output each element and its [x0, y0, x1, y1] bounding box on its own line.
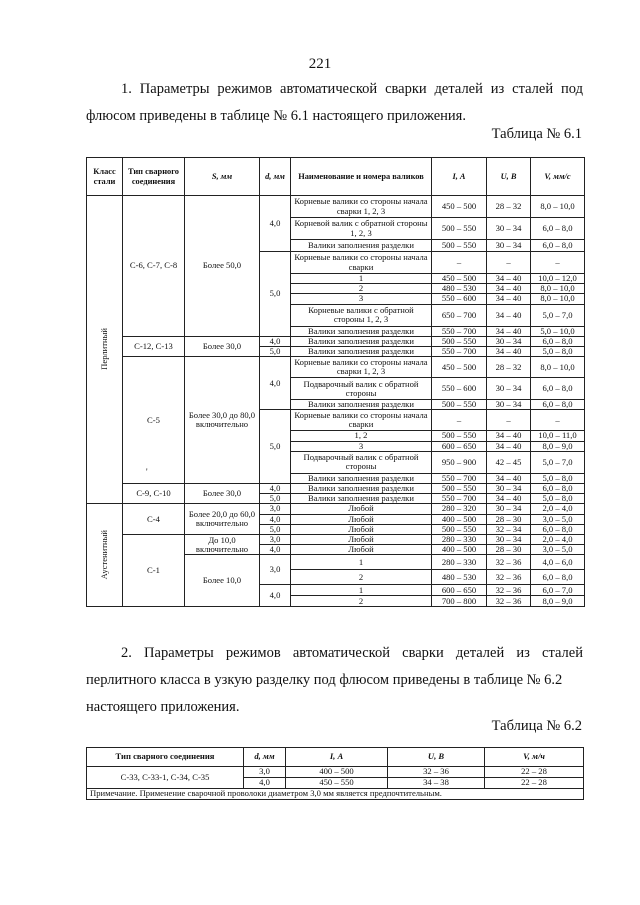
- d-cell: 4,0: [260, 585, 291, 607]
- name-cell: Корневые валики со стороны начала сварки: [291, 410, 432, 431]
- table-note: Примечание. Применение сварочной проволоки диаметром 3,0 мм является предпочтительным.: [87, 789, 584, 800]
- header-d: d, мм: [260, 158, 291, 196]
- name-cell: Любой: [291, 535, 432, 545]
- name-cell: Любой: [291, 545, 432, 555]
- d-cell: 5,0: [260, 347, 291, 357]
- name-cell: Подварочный валик с обратной стороны: [291, 378, 432, 400]
- i-cell: 400 – 500: [286, 767, 388, 778]
- u-cell: 34 – 38: [388, 778, 485, 789]
- name-cell: 1, 2: [291, 431, 432, 441]
- d-cell: 5,0: [260, 494, 291, 504]
- u-cell: 30 – 34: [487, 535, 531, 545]
- v-cell: 6,0 – 8,0: [531, 218, 585, 240]
- name-cell: 1: [291, 274, 432, 284]
- v-cell: 6,0 – 8,0: [531, 524, 585, 534]
- i-cell: 650 – 700: [432, 304, 487, 326]
- v-cell: 8,0 – 10,0: [531, 294, 585, 304]
- i-cell: 550 – 700: [432, 473, 487, 483]
- name-cell: 2: [291, 570, 432, 585]
- v-cell: 5,0 – 7,0: [531, 304, 585, 326]
- name-cell: Корневые валики с обратной стороны 1, 2, 3: [291, 304, 432, 326]
- header-s: S, мм: [185, 158, 260, 196]
- i-cell: –: [432, 410, 487, 431]
- name-cell: Корневой валик с обратной стороны 1, 2, 3: [291, 218, 432, 240]
- table-row: [87, 767, 584, 778]
- i-cell: 450 – 550: [286, 778, 388, 789]
- name-cell: Валики заполнения разделки: [291, 400, 432, 410]
- u-cell: 30 – 34: [487, 336, 531, 346]
- u-cell: 34 – 40: [487, 326, 531, 336]
- v-cell: 22 – 28: [485, 767, 584, 778]
- header-name: Наименование и номера валиков: [291, 158, 432, 196]
- i-cell: 700 – 800: [432, 596, 487, 607]
- s-more-30-cell: Более 30,0: [185, 336, 260, 356]
- i-cell: 500 – 550: [432, 431, 487, 441]
- v-cell: 6,0 – 7,0: [531, 585, 585, 596]
- d-cell: 3,0: [260, 535, 291, 545]
- v-cell: 2,0 – 4,0: [531, 504, 585, 514]
- joint-cell: С-33, С-33-1, С-34, С-35: [87, 767, 244, 789]
- u-cell: 32 – 36: [388, 767, 485, 778]
- v-cell: 2,0 – 4,0: [531, 535, 585, 545]
- d-cell: 3,0: [260, 555, 291, 585]
- name-cell: 3: [291, 294, 432, 304]
- v-cell: 4,0 – 6,0: [531, 555, 585, 570]
- v-cell: 5,0 – 10,0: [531, 326, 585, 336]
- name-cell: Любой: [291, 504, 432, 514]
- i-cell: 950 – 900: [432, 451, 487, 473]
- v-cell: 5,0 – 7,0: [531, 451, 585, 473]
- stray-mark: ': [146, 467, 148, 477]
- u-cell: 34 – 40: [487, 473, 531, 483]
- name-cell: 2: [291, 284, 432, 294]
- header-d: d, мм: [244, 748, 286, 767]
- u-cell: 34 – 40: [487, 441, 531, 451]
- header-joint-type: Тип сварного соединения: [123, 158, 185, 196]
- u-cell: 30 – 34: [487, 240, 531, 252]
- i-cell: 280 – 330: [432, 535, 487, 545]
- i-cell: 550 – 600: [432, 294, 487, 304]
- u-cell: 34 – 40: [487, 347, 531, 357]
- v-cell: 6,0 – 8,0: [531, 336, 585, 346]
- name-cell: Любой: [291, 524, 432, 534]
- table-header-row: [87, 158, 585, 196]
- name-cell: Валики заполнения разделки: [291, 240, 432, 252]
- v-cell: 6,0 – 8,0: [531, 400, 585, 410]
- d-cell: 4,0: [260, 336, 291, 346]
- name-cell: Валики заполнения разделки: [291, 326, 432, 336]
- i-cell: 400 – 500: [432, 514, 487, 524]
- i-cell: –: [432, 252, 487, 274]
- u-cell: 32 – 36: [487, 585, 531, 596]
- i-cell: 500 – 550: [432, 524, 487, 534]
- name-cell: Валики заполнения разделки: [291, 494, 432, 504]
- s-30-80-cell: Более 30,0 до 80,0 включительно: [185, 357, 260, 484]
- u-cell: 34 – 40: [487, 431, 531, 441]
- name-cell: Корневые валики со стороны начала сварки 1, 2, 3: [291, 196, 432, 218]
- i-cell: 600 – 650: [432, 585, 487, 596]
- d-cell: 4,0: [260, 357, 291, 410]
- name-cell: Корневые валики со стороны начала сварки 1, 2, 3: [291, 357, 432, 378]
- name-cell: Любой: [291, 514, 432, 524]
- joint-c9-cell: С-9, С-10: [123, 484, 185, 504]
- i-cell: 600 – 650: [432, 441, 487, 451]
- u-cell: 34 – 40: [487, 294, 531, 304]
- table-1-caption: Таблица № 6.1: [491, 126, 582, 142]
- d-cell: 5,0: [260, 524, 291, 534]
- u-cell: 34 – 40: [487, 284, 531, 294]
- u-cell: 42 – 45: [487, 451, 531, 473]
- header-i: I, А: [286, 748, 388, 767]
- i-cell: 500 – 550: [432, 218, 487, 240]
- d-cell: 4,0: [260, 545, 291, 555]
- i-cell: 500 – 550: [432, 336, 487, 346]
- paragraph-1: [86, 76, 583, 130]
- d-cell: 3,0: [260, 504, 291, 514]
- joint-c5-cell: С-5: [123, 357, 185, 484]
- v-cell: 5,0 – 8,0: [531, 473, 585, 483]
- i-cell: 450 – 500: [432, 357, 487, 378]
- v-cell: 6,0 – 8,0: [531, 570, 585, 585]
- page-number: 221: [308, 56, 332, 72]
- i-cell: 280 – 330: [432, 555, 487, 570]
- header-i: I, А: [432, 158, 487, 196]
- v-cell: 6,0 – 8,0: [531, 484, 585, 494]
- table-row: [87, 504, 585, 514]
- paragraph-2-line-1: 2. Параметры режимов автоматической сварки деталей из сталей: [121, 645, 583, 661]
- header-u: U, В: [487, 158, 531, 196]
- i-cell: 550 – 700: [432, 347, 487, 357]
- table-6-2: [86, 747, 584, 800]
- s-more-50-cell: Более 50,0: [185, 196, 260, 337]
- name-cell: Корневые валики со стороны начала сварки: [291, 252, 432, 274]
- table-row: [87, 196, 585, 218]
- u-cell: 28 – 30: [487, 545, 531, 555]
- v-cell: 22 – 28: [485, 778, 584, 789]
- u-cell: 28 – 32: [487, 196, 531, 218]
- u-cell: 34 – 40: [487, 494, 531, 504]
- i-cell: 400 – 500: [432, 545, 487, 555]
- name-cell: Валики заполнения разделки: [291, 347, 432, 357]
- u-cell: 32 – 34: [487, 524, 531, 534]
- table-2-caption: Таблица № 6.2: [491, 718, 582, 734]
- joint-c6-cell: С-6, С-7, С-8: [123, 196, 185, 337]
- name-cell: Подварочный валик с обратной стороны: [291, 451, 432, 473]
- table-row: [87, 336, 585, 346]
- name-cell: 1: [291, 585, 432, 596]
- name-cell: Валики заполнения разделки: [291, 484, 432, 494]
- joint-c12-cell: С-12, С-13: [123, 336, 185, 356]
- v-cell: 8,0 – 10,0: [531, 284, 585, 294]
- v-cell: 6,0 – 8,0: [531, 378, 585, 400]
- i-cell: 500 – 550: [432, 400, 487, 410]
- i-cell: 480 – 530: [432, 284, 487, 294]
- joint-c1-cell: С-1: [123, 535, 185, 607]
- table-row: [87, 357, 585, 378]
- v-cell: 8,0 – 9,0: [531, 596, 585, 607]
- v-cell: –: [531, 410, 585, 431]
- class-austenit-cell: Аустенитный: [87, 504, 123, 607]
- u-cell: –: [487, 410, 531, 431]
- name-cell: Валики заполнения разделки: [291, 473, 432, 483]
- i-cell: 550 – 700: [432, 326, 487, 336]
- d-cell: 5,0: [260, 410, 291, 484]
- u-cell: 30 – 34: [487, 378, 531, 400]
- i-cell: 450 – 500: [432, 196, 487, 218]
- v-cell: 3,0 – 5,0: [531, 545, 585, 555]
- u-cell: 34 – 40: [487, 274, 531, 284]
- paragraph-2-rest: перлитного класса в узкую разделку под флюсом приведены в таблице № 6.2 настоящего приложения.: [86, 672, 563, 715]
- d-cell: 3,0: [244, 767, 286, 778]
- header-class: Класс стали: [87, 158, 123, 196]
- name-cell: 2: [291, 596, 432, 607]
- v-cell: –: [531, 252, 585, 274]
- table-row: [87, 535, 585, 545]
- s-more-30-cell: Более 30,0: [185, 484, 260, 504]
- v-cell: 6,0 – 8,0: [531, 240, 585, 252]
- header-u: U, В: [388, 748, 485, 767]
- table-6-1: [86, 157, 585, 607]
- u-cell: 28 – 32: [487, 357, 531, 378]
- s-up-to-10-cell: До 10,0 включительно: [185, 535, 260, 555]
- table-header-row: [87, 748, 584, 767]
- name-cell: Валики заполнения разделки: [291, 336, 432, 346]
- u-cell: 32 – 36: [487, 555, 531, 570]
- u-cell: 30 – 34: [487, 504, 531, 514]
- name-cell: 3: [291, 441, 432, 451]
- v-cell: 5,0 – 8,0: [531, 347, 585, 357]
- d-cell: 4,0: [260, 484, 291, 494]
- v-cell: 8,0 – 9,0: [531, 441, 585, 451]
- u-cell: 34 – 40: [487, 304, 531, 326]
- d-cell: 4,0: [244, 778, 286, 789]
- header-joint-type: Тип сварного соединения: [87, 748, 244, 767]
- table-row: [87, 484, 585, 494]
- i-cell: 550 – 600: [432, 378, 487, 400]
- v-cell: 5,0 – 8,0: [531, 494, 585, 504]
- class-perlit-cell: Перлитный: [87, 196, 123, 504]
- d-cell: 4,0: [260, 514, 291, 524]
- i-cell: 500 – 550: [432, 484, 487, 494]
- header-v: V, м/ч: [485, 748, 584, 767]
- i-cell: 480 – 530: [432, 570, 487, 585]
- u-cell: 30 – 34: [487, 218, 531, 240]
- d-cell: 5,0: [260, 252, 291, 337]
- i-cell: 550 – 700: [432, 494, 487, 504]
- v-cell: 10,0 – 11,0: [531, 431, 585, 441]
- d-cell: 4,0: [260, 196, 291, 252]
- u-cell: 28 – 30: [487, 514, 531, 524]
- paragraph-2: [86, 640, 583, 721]
- i-cell: 280 – 320: [432, 504, 487, 514]
- table-note-row: [87, 789, 584, 800]
- u-cell: –: [487, 252, 531, 274]
- name-cell: 1: [291, 555, 432, 570]
- s-20-60-cell: Более 20,0 до 60,0 включительно: [185, 504, 260, 535]
- v-cell: 3,0 – 5,0: [531, 514, 585, 524]
- u-cell: 30 – 34: [487, 484, 531, 494]
- joint-c4-cell: С-4: [123, 504, 185, 535]
- u-cell: 30 – 34: [487, 400, 531, 410]
- s-more-10-cell: Более 10,0: [185, 555, 260, 607]
- paragraph-1-line-1: 1. Параметры режимов автоматической сварки деталей из сталей под: [121, 81, 583, 97]
- i-cell: 450 – 500: [432, 274, 487, 284]
- i-cell: 500 – 550: [432, 240, 487, 252]
- v-cell: 8,0 – 10,0: [531, 196, 585, 218]
- v-cell: 10,0 – 12,0: [531, 274, 585, 284]
- paragraph-1-rest: флюсом приведены в таблице № 6.1 настоящего приложения.: [86, 108, 466, 124]
- u-cell: 32 – 36: [487, 596, 531, 607]
- header-v: V, мм/с: [531, 158, 585, 196]
- u-cell: 32 – 36: [487, 570, 531, 585]
- v-cell: 8,0 – 10,0: [531, 357, 585, 378]
